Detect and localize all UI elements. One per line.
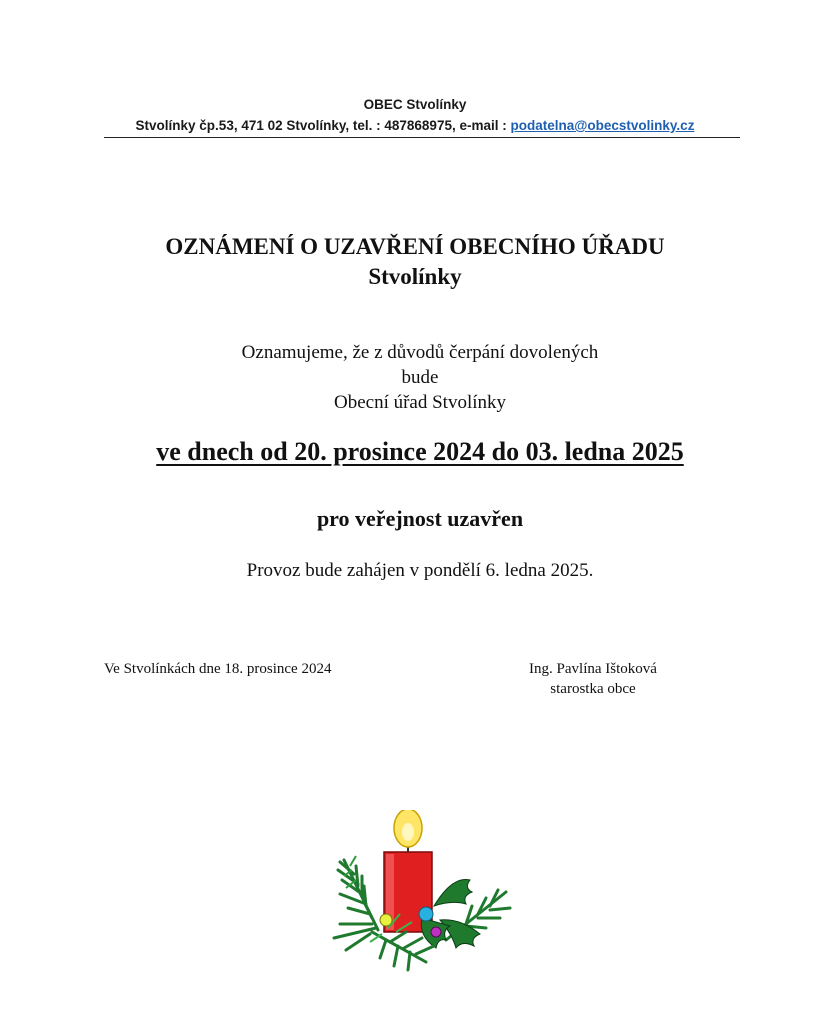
signatory-role: starostka obce xyxy=(550,681,636,697)
email-link[interactable]: podatelna@obecstvolinky.cz xyxy=(510,118,695,133)
place-and-date: Ve Stvolínkách dne 18. prosince 2024 xyxy=(104,661,332,677)
closed-statement: pro veřejnost uzavřen xyxy=(316,506,524,531)
signature-block xyxy=(503,659,683,699)
letterhead-rule xyxy=(104,137,740,138)
intro-line-3: Obecní úřad Stvolínky xyxy=(333,392,507,413)
title-line-2: Stvolínky xyxy=(368,264,462,289)
notice-title xyxy=(0,232,830,292)
closure-dates xyxy=(0,436,830,468)
christmas-candle-icon xyxy=(326,810,512,972)
address-text: Stvolínky čp.53, 471 02 Stvolínky, tel. : 487868975, e-mail : xyxy=(135,118,511,133)
municipality-name: OBEC Stvolínky xyxy=(363,97,467,112)
title-line-1: OZNÁMENÍ O UZAVŘENÍ OBECNÍHO ÚŘADU xyxy=(165,234,665,259)
closure-dates-text: ve dnech od 20. prosince 2024 do 03. ledna 2025 xyxy=(156,437,684,466)
purple-ornament xyxy=(431,927,441,937)
letterhead xyxy=(0,96,830,136)
intro-text xyxy=(0,340,830,415)
resume-notice: Provoz bude zahájen v pondělí 6. ledna 2025. xyxy=(246,560,594,581)
candle-illustration xyxy=(326,810,512,972)
intro-line-2: bude xyxy=(401,367,439,388)
signatory-name: Ing. Pavlína Ištoková xyxy=(529,661,657,677)
contact-line xyxy=(0,116,830,136)
intro-line-1: Oznamujeme, že z důvodů čerpání dovolených xyxy=(241,342,599,363)
blue-ornament xyxy=(419,907,433,921)
